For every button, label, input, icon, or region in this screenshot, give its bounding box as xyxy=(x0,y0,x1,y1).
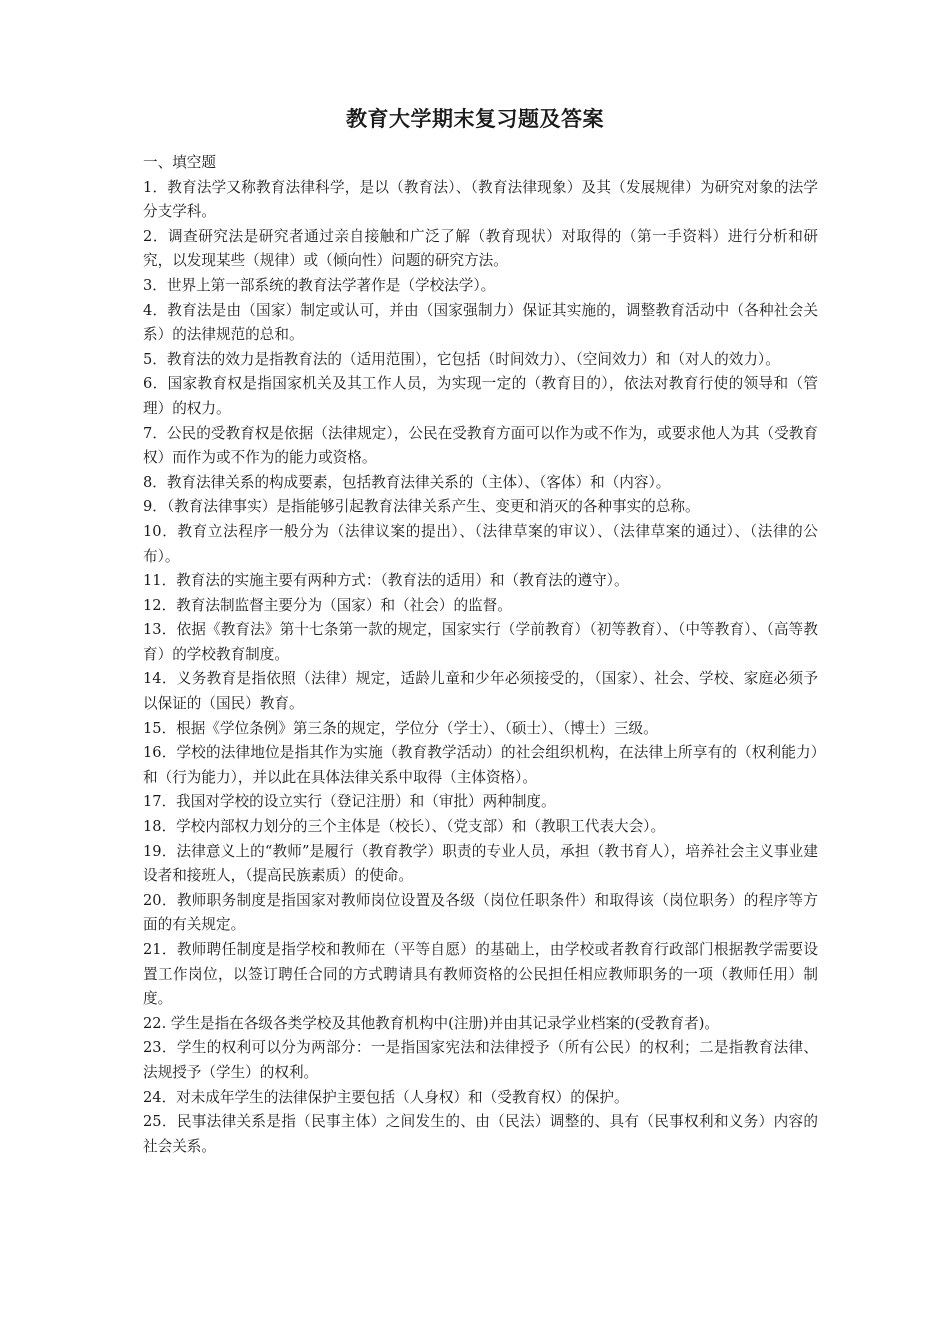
question-item: 4．教育法是由（国家）制定或认可，并由（国家强制力）保证其实施的，调整教育活动中（各种社会关系）的法律规范的总和。 xyxy=(143,301,818,344)
question-item: 5．教育法的效力是指教育法的（适用范围），它包括（时间效力）、（空间效力）和（对人的效力）。 xyxy=(143,350,780,368)
question-item: 16．学校的法律地位是指其作为实施（教育教学活动）的社会组织机构，在法律上所享有的（权利能力）和（行为能力），并以此在具体法律关系中取得（主体资格）。 xyxy=(143,744,818,786)
question-item: 23．学生的权利可以分为两部分：一是指国家宪法和法律授予（所有公民）的权利；二是指教育法律、法规授予（学生）的权利。 xyxy=(143,1039,818,1081)
question-item: 8．教育法律关系的构成要素，包括教育法律关系的（主体）、（客体）和（内容）。 xyxy=(143,473,671,491)
question-item: 6．国家教育权是指国家机关及其工作人员，为实现一定的（教育目的），依法对教育行使的领导和（管理）的权力。 xyxy=(143,375,818,417)
question-item: 25．民事法律关系是指（民事主体）之间发生的、由（民法）调整的、具有（民事权利和义务）内容的社会关系。 xyxy=(143,1113,818,1155)
question-item: 14．义务教育是指依照（法律）规定，适龄儿童和少年必须接受的，（国家）、社会、学校、家庭必须予以保证的（国民）教育。 xyxy=(143,670,818,713)
question-item: 11．教育法的实施主要有两种方式：（教育法的适用）和（教育法的遵守）。 xyxy=(143,572,629,590)
question-item: 2．调查研究法是研究者通过亲自接触和广泛了解（教育现状）对取得的（第一手资料）进行分析和研究，以发现某些（规律）或（倾向性）问题的研究方法。 xyxy=(143,227,818,270)
question-item: 15．根据《学位条例》第三条的规定，学位分（学士）、（硕士）、（博士）三级。 xyxy=(143,719,658,737)
section-heading: 一、填空题 xyxy=(143,154,216,171)
question-item: 24．对未成年学生的法律保护主要包括（人身权）和（受教育权）的保护。 xyxy=(143,1088,629,1106)
question-item: 9．（教育法律事实）是指能够引起教育法律关系产生、变更和消灭的各种事实的总称。 xyxy=(143,498,700,516)
question-item: 7．公民的受教育权是依据（法律规定），公民在受教育方面可以作为或不作为，或要求他人为其（受教育权）而作为或不作为的能力或资格。 xyxy=(143,424,818,467)
question-item: 3．世界上第一部系统的教育法学著作是（学校法学）。 xyxy=(143,276,496,294)
question-item: 21．教师聘任制度是指学校和教师在（平等自愿）的基础上，由学校或者教育行政部门根据教学需要设置工作岗位，以签订聘任合同的方式聘请具有教师资格的公民担任相应教师职务的一项（教师任用）制度。 xyxy=(143,941,818,1008)
question-item: 13．依据《教育法》第十七条第一款的规定，国家实行（学前教育）（初等教育）、（中等教育）、（高等教育）的学校教育制度。 xyxy=(143,621,818,663)
question-item: 19．法律意义上的“教师”是履行（教育教学）职责的专业人员，承担（教书育人），培养社会主义事业建设者和接班人，（提高民族素质）的使命。 xyxy=(143,842,818,885)
question-item: 12．教育法制监督主要分为（国家）和（社会）的监督。 xyxy=(143,596,512,614)
document-title: 教育大学期末复习题及答案 xyxy=(346,106,604,131)
question-item: 20．教师职务制度是指国家对教师岗位设置及各级（岗位任职条件）和取得该（岗位职务）的程序等方面的有关规定。 xyxy=(143,891,818,934)
question-item: 1．教育法学又称教育法律科学，是以（教育法）、（教育法律现象）及其（发展规律）为研究对象的法学分支学科。 xyxy=(143,178,818,221)
question-item: 10．教育立法程序一般分为（法律议案的提出）、（法律草案的审议）、（法律草案的通过）、（法律的公布）。 xyxy=(143,522,818,565)
question-item: 17．我国对学校的设立实行（登记注册）和（审批）两种制度。 xyxy=(143,793,556,811)
question-item: 18．学校内部权力划分的三个主体是（校长）、（党支部）和（教职工代表大会）。 xyxy=(143,818,666,836)
question-item: 22. 学生是指在各级各类学校及其他教育机构中(注册)并由其记录学业档案的(受教育者)。 xyxy=(143,1014,720,1032)
document-body xyxy=(143,151,818,1159)
